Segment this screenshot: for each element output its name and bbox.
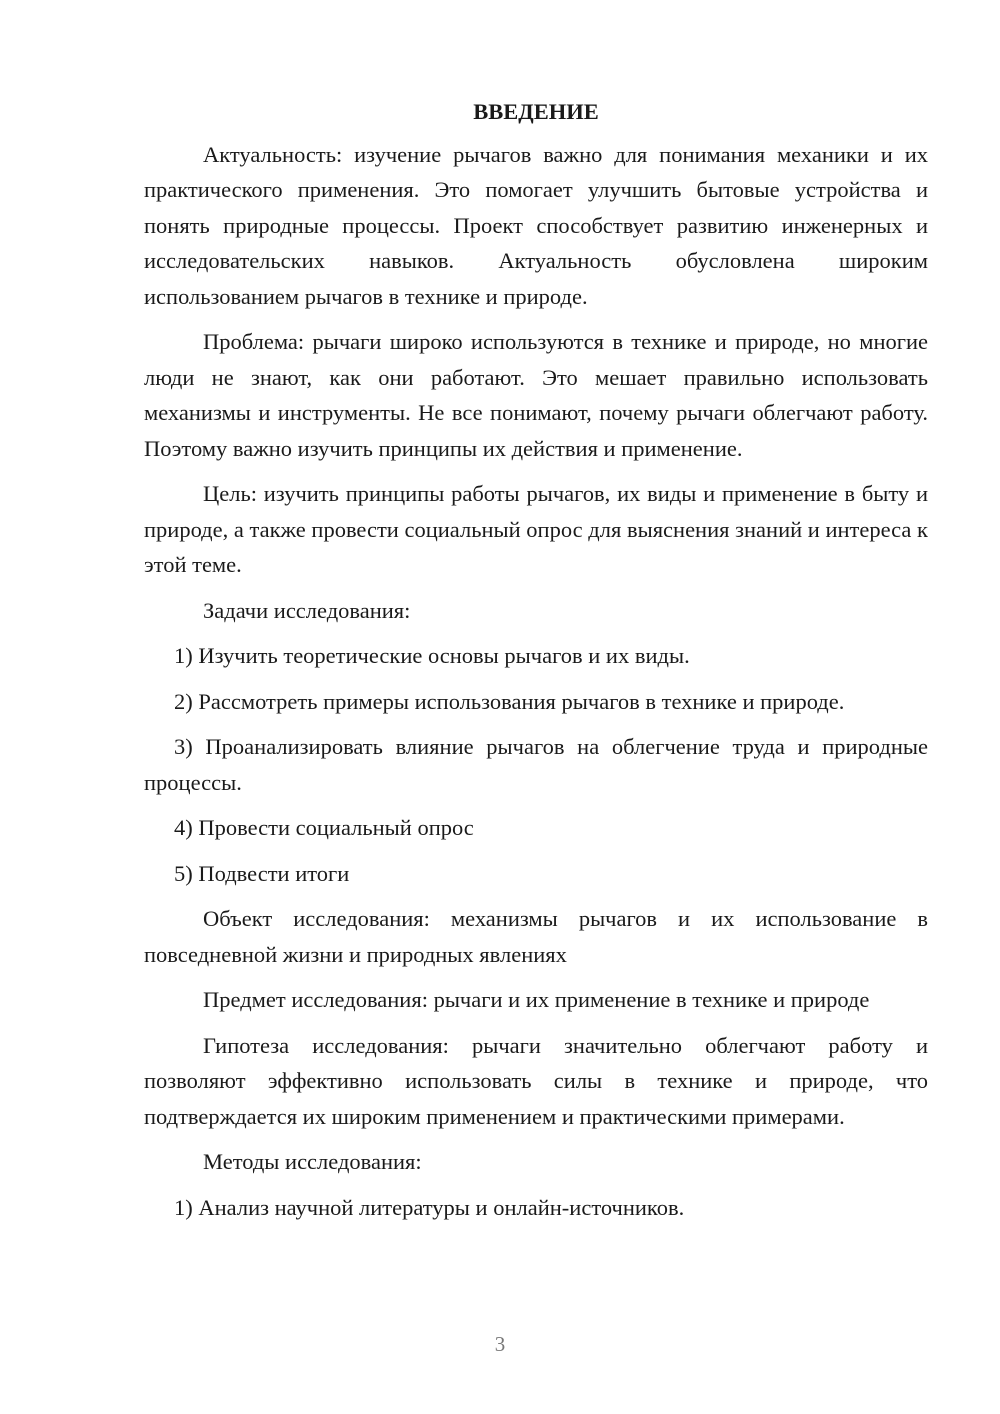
methods-heading: Методы исследования:: [203, 1149, 422, 1174]
task-item-4: 4) Провести социальный опрос: [174, 815, 474, 840]
task-item-2: 2) Рассмотреть примеры использования рычагов в технике и природе.: [174, 688, 845, 714]
section-title: ВВЕДЕНИЕ: [473, 99, 599, 124]
method-item-1: 1) Анализ научной литературы и онлайн-источников.: [174, 1194, 685, 1220]
page-content: [144, 94, 928, 1235]
task-item-3: 3) Проанализировать влияние рычагов на облегчение труда и природные процессы.: [144, 734, 928, 795]
relevance-paragraph: Актуальность: изучение рычагов важно для понимания механики и их практического применения. Это помогает улучшить бытовые устройства и понять природные процессы. Проект способствует развитию инженерных и исследовательских навыков. Актуальность обусловлена широким использованием рычагов в технике и природе.: [144, 141, 928, 309]
task-item-1: 1) Изучить теоретические основы рычагов и их виды.: [174, 643, 690, 668]
page-number: 3: [494, 1332, 506, 1356]
hypothesis-paragraph: Гипотеза исследования: рычаги значительно облегчают работу и позволяют эффективно использовать силы в технике и природе, что подтверждается их широким применением и практическими примерами.: [144, 1032, 928, 1129]
problem-paragraph: Проблема: рычаги широко используются в технике и природе, но многие люди не знают, как они работают. Это мешает правильно использовать механизмы и инструменты. Не все понимают, почему рычаги облегчают работу. Поэтому важно изучить принципы их действия и применение.: [144, 329, 928, 461]
object-paragraph: Объект исследования: механизмы рычагов и их использование в повседневной жизни и природных явлениях: [144, 906, 928, 967]
task-item-5: 5) Подвести итоги: [174, 860, 350, 886]
goal-paragraph: Цель: изучить принципы работы рычагов, их виды и применение в быту и природе, а также провести социальный опрос для выяснения знаний и интереса к этой теме.: [144, 481, 928, 577]
subject-paragraph: Предмет исследования: рычаги и их применение в технике и природе: [203, 987, 870, 1012]
tasks-heading: Задачи исследования:: [203, 597, 411, 623]
